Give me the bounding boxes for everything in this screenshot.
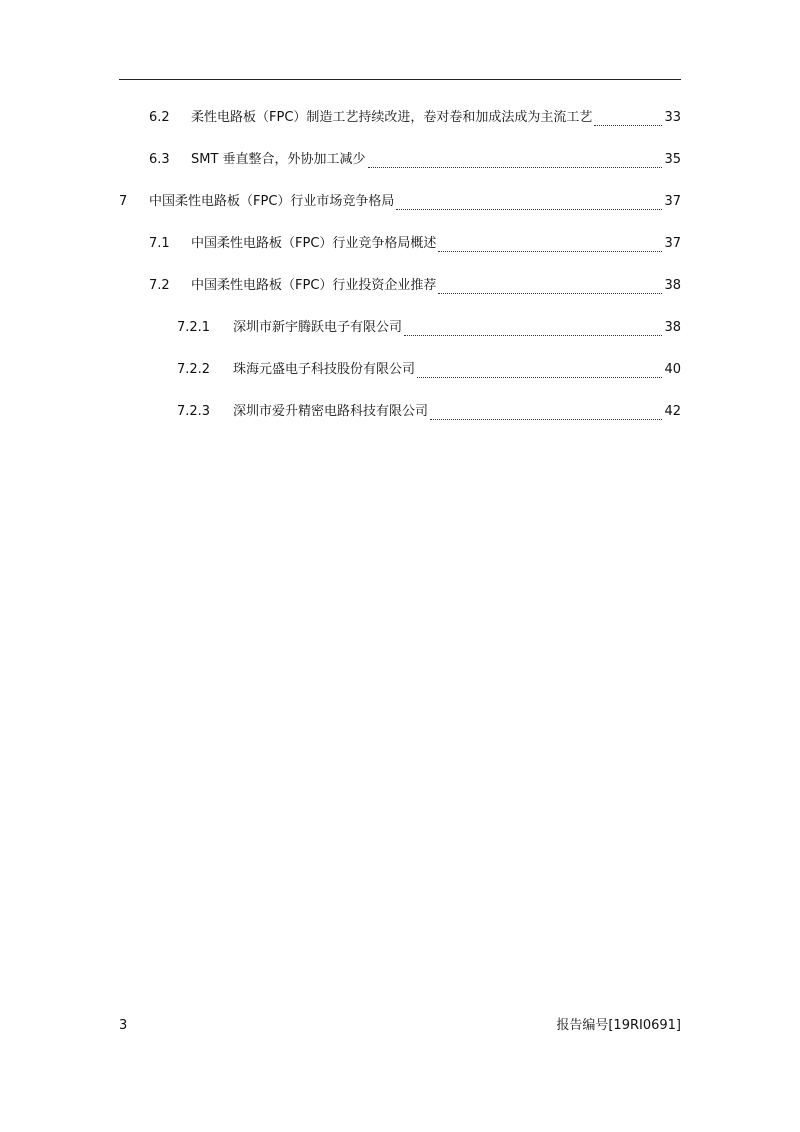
toc-entry-7-2-2[interactable] <box>119 359 681 381</box>
toc-leader-dots <box>594 121 662 126</box>
toc-entry-title: 深圳市爱升精密电路科技有限公司 <box>233 404 429 419</box>
toc-leader-dots <box>396 205 662 210</box>
toc-entry-title: 中国柔性电路板（FPC）行业市场竞争格局 <box>149 194 395 209</box>
toc-entry-7-2-3[interactable] <box>119 401 681 423</box>
toc-entry-number: 7.2.2 <box>177 362 211 377</box>
toc-entry-title: SMT 垂直整合，外协加工减少 <box>191 152 366 167</box>
toc-entry-page: 37 <box>664 194 681 209</box>
toc-entry-title: 中国柔性电路板（FPC）行业投资企业推荐 <box>191 278 437 293</box>
toc-entry-page: 33 <box>664 110 681 125</box>
toc-entry-page: 42 <box>664 404 681 419</box>
toc-entry-page: 35 <box>664 152 681 167</box>
toc-entry-title: 柔性电路板（FPC）制造工艺持续改进，卷对卷和加成法成为主流工艺 <box>191 110 593 125</box>
toc-entry-7-2-1[interactable] <box>119 317 681 339</box>
toc-entry-7[interactable] <box>119 191 681 213</box>
toc-entry-title: 中国柔性电路板（FPC）行业竞争格局概述 <box>191 236 437 251</box>
toc-leader-dots <box>438 289 662 294</box>
toc-entry-title: 深圳市新宇腾跃电子有限公司 <box>233 320 403 335</box>
toc-entry-number: 7.2 <box>149 278 170 293</box>
toc-entry-number: 7.2.3 <box>177 404 211 419</box>
toc-entry-7-1[interactable] <box>119 233 681 255</box>
toc-entry-number: 7.2.1 <box>177 320 211 335</box>
footer-report-code: 报告编号[19RI0691] <box>556 1018 681 1033</box>
toc-entry-page: 38 <box>664 320 681 335</box>
toc-entry-6-2[interactable] <box>119 107 681 129</box>
toc-entry-page: 38 <box>664 278 681 293</box>
toc-entry-number: 6.3 <box>149 152 170 167</box>
header-rule <box>119 79 681 80</box>
toc-entry-title: 珠海元盛电子科技股份有限公司 <box>233 362 416 377</box>
toc-entry-number: 6.2 <box>149 110 170 125</box>
toc-entry-page: 40 <box>664 362 681 377</box>
toc-leader-dots <box>368 163 663 168</box>
toc-entry-6-3[interactable] <box>119 149 681 171</box>
toc-leader-dots <box>430 415 662 420</box>
toc-entry-number: 7 <box>119 194 128 209</box>
toc-leader-dots <box>404 331 662 336</box>
toc-entry-7-2[interactable] <box>119 275 681 297</box>
toc-leader-dots <box>438 247 662 252</box>
toc-entry-number: 7.1 <box>149 236 170 251</box>
footer-page-number: 3 <box>119 1018 128 1033</box>
toc-leader-dots <box>417 373 662 378</box>
toc-entry-page: 37 <box>664 236 681 251</box>
